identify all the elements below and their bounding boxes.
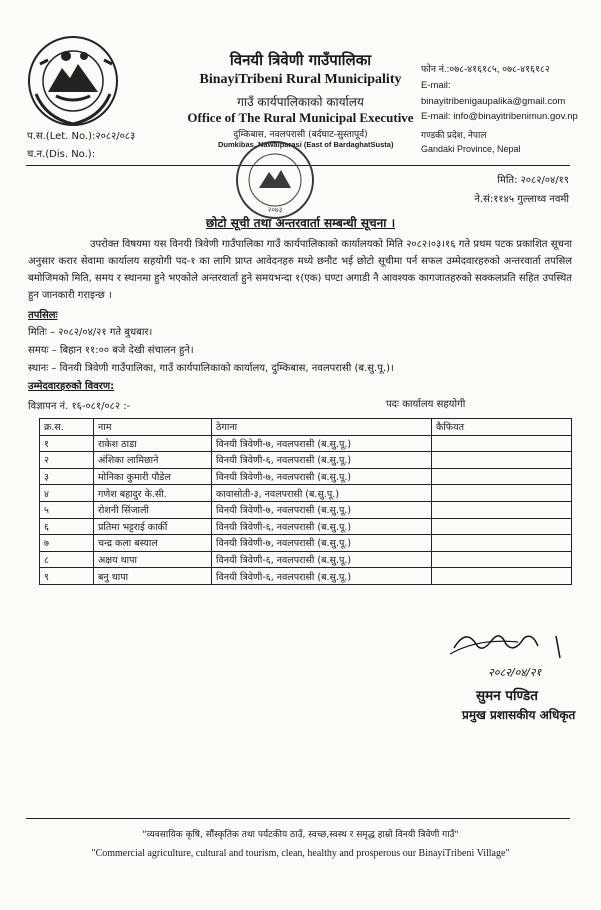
table-row (40, 485, 572, 502)
cell-remarks (432, 535, 572, 552)
cell-name: राकेश ठाडा (94, 435, 212, 452)
cell-serial: ७ (40, 535, 94, 552)
cell-address: विनयी त्रिवेणी-७, नवलपरासी (ब.सु.पू.) (212, 501, 432, 518)
header-serial: क्र.स. (40, 419, 94, 436)
cell-address: विनयी त्रिवेणी-६, नवलपरासी (ब.सु.पू.) (212, 551, 432, 568)
cell-name: अंशिका लामिछाने (94, 452, 212, 469)
cell-name: अक्षय थापा (94, 551, 212, 568)
signatory-name: सुमन पण्डित (476, 688, 538, 704)
province-english: Gandaki Province, Nepal (421, 144, 521, 154)
cell-serial: १ (40, 435, 94, 452)
letter-number: प.स.(Let. No.):२०८२/०८३ (27, 131, 136, 142)
cell-serial: ६ (40, 518, 94, 535)
province-nepali: गण्डकी प्रदेश, नेपाल (421, 130, 487, 140)
candidates-heading: उम्मेदवारहरुको विवरण: (28, 381, 115, 392)
email-secondary: E-mail: info@binayitribenimun.gov.np (421, 111, 578, 122)
table-row (40, 535, 572, 552)
notice-subject: छोटो सूची तथा अन्तरवार्ता सम्बन्धी सूचना । (205, 216, 396, 230)
header-address: ठेगाना (212, 419, 432, 436)
cell-serial: २ (40, 452, 94, 469)
table-row (40, 551, 572, 568)
cell-serial: ५ (40, 501, 94, 518)
cell-remarks (432, 468, 572, 485)
table-row (40, 468, 572, 485)
schedule-heading: तपसिलः (28, 310, 58, 321)
cell-serial: ३ (40, 468, 94, 485)
cell-name: चन्द्र कला बस्याल (94, 535, 212, 552)
municipality-title-english: BinayiTribeni Rural Municipality (199, 72, 402, 87)
svg-text:२०७३: २०७३ (267, 206, 283, 214)
slogan-nepali: "व्यवसायिक कृषि, सौंस्कृतिक तथा पर्यटकीय ठाउँ, स्वच्छ,स्वस्थ र समृद्ध हाम्रो विनयी त्रिवेणी गाउँ" (142, 830, 459, 840)
cell-address: विनयी त्रिवेणी-६, नवलपरासी (ब.सु.पू.) (212, 452, 432, 469)
interview-time: समयः – बिहान ११:०० बजे देखी संचालन हुने। (28, 345, 194, 356)
footer-divider (26, 818, 570, 819)
post-name: पदः कार्यालय सहयोगी (386, 399, 466, 410)
table-row (40, 452, 572, 469)
cell-address: कावासोती-३, नवलपरासी (ब.सु.पू.) (212, 485, 432, 502)
cell-name: मोनिका कुमारी पौडेल (94, 468, 212, 485)
municipality-title-nepali: विनयी त्रिवेणी गाउँपालिका (229, 51, 372, 69)
cell-address: विनयी त्रिवेणी-६, नवलपरासी (ब.सु.पू.) (212, 518, 432, 535)
cell-remarks (432, 485, 572, 502)
notice-date: मिति: २०८२/०४/१९ (497, 175, 569, 186)
candidates-table (39, 418, 572, 585)
interview-place: स्थानः – विनयी त्रिवेणी गाउँपालिका, गाउँ कार्यपालिकाको कार्यालय, दुम्किबास, नवलपरासी (ब.सु.पू.)। (28, 363, 394, 374)
table-row (40, 501, 572, 518)
cell-name: गणेश बहादुर के.सी. (94, 485, 212, 502)
handwritten-signature (448, 624, 588, 684)
cell-address: विनयी त्रिवेणी-७, नवलपरासी (ब.सु.पू.) (212, 535, 432, 552)
email-primary: binayitribenigaupalika@gmail.com (421, 96, 566, 107)
cell-remarks (432, 518, 572, 535)
cell-remarks (432, 501, 572, 518)
phone-number: फोन नं.:०७८-४१६१८५, ०७८-४१६१८२ (421, 64, 550, 75)
office-name-nepali: गाउँ कार्यपालिकाको कार्यालय (237, 95, 364, 109)
cell-name: रोशनी सिंजाली (94, 501, 212, 518)
slogan-english: "Commercial agriculture, cultural and tourism, clean, healthy and prosperous our BinayiTribeni Village" (91, 848, 510, 859)
cell-address: विनयी त्रिवेणी-६, नवलपरासी (ब.सु.पू.) (212, 568, 432, 585)
interview-date: मितिः – २०८२/०४/२१ गते बुधबार। (28, 327, 153, 338)
header-name: नाम (94, 419, 212, 436)
cell-address: विनयी त्रिवेणी-७, नवलपरासी (ब.सु.पू.) (212, 468, 432, 485)
cell-remarks (432, 452, 572, 469)
cell-remarks (432, 551, 572, 568)
cell-address: विनयी त्रिवेणी-७, नवलपरासी (ब.सु.पू.) (212, 435, 432, 452)
email-label: E-mail: (421, 80, 451, 91)
signatory-designation: प्रमुख प्रशासकीय अधिकृत (462, 708, 576, 722)
address-english: Dumkibas, Nawalparasi (East of BardaghatSusta) (218, 140, 394, 149)
cell-serial: ४ (40, 485, 94, 502)
cell-name: बनु थापा (94, 568, 212, 585)
address-nepali: दुम्किबास, नवलपरासी (बर्दघाट-सुस्तापूर्व) (233, 130, 368, 140)
office-name-english: Office of The Rural Municipal Executive (187, 110, 414, 125)
table-row (40, 568, 572, 585)
notice-body: उपरोक्त विषयमा यस विनयी त्रिवेणी गाउँपालिका गाउँ कार्यपालिकाको कार्यालयको मिति २०८२।०३।१६ गते प्रथम पटक प्रकाशित सूचना अनुसार करार सेवामा कार्यालय सहयोगी पद-१ का लागि प्राप्त आवेदनहरु मध्ये छनौट भई छोटो सूचीमा पर्न सफल उम्मेदवारहरुको अन्तरवार्ता तपसिल बमोजिमको मिति, समय र स्थानमा हुने भएकोले अन्तरवार्ता हुने समयभन्दा १(एक) घण्टा अगाडी नै आवश्यक कागजातहरुको सक्कलप्रति सहित उपस्थित हुन जानकारी गराइन्छ । (28, 239, 572, 301)
table-row (40, 518, 572, 535)
cell-remarks (432, 435, 572, 452)
advertisement-number: विज्ञापन नं. १६-०८१/०८२ :- (28, 401, 131, 412)
cell-remarks (432, 568, 572, 585)
cell-name: प्रतिमा भट्टराई कार्की (94, 518, 212, 535)
handwritten-date: २०८२/०४/२१ (488, 666, 542, 679)
table-header-row (40, 419, 572, 436)
table-row (40, 435, 572, 452)
office-seal-stamp (233, 138, 317, 222)
cell-serial: ९ (40, 568, 94, 585)
header-remarks: कैफियत (432, 419, 572, 436)
cell-serial: ८ (40, 551, 94, 568)
nepal-sambat-date: ने.सं:११४५ गुल्लाथ्व नवमी (474, 194, 569, 205)
dispatch-number: च.न.(Dis. No.): (27, 149, 96, 160)
